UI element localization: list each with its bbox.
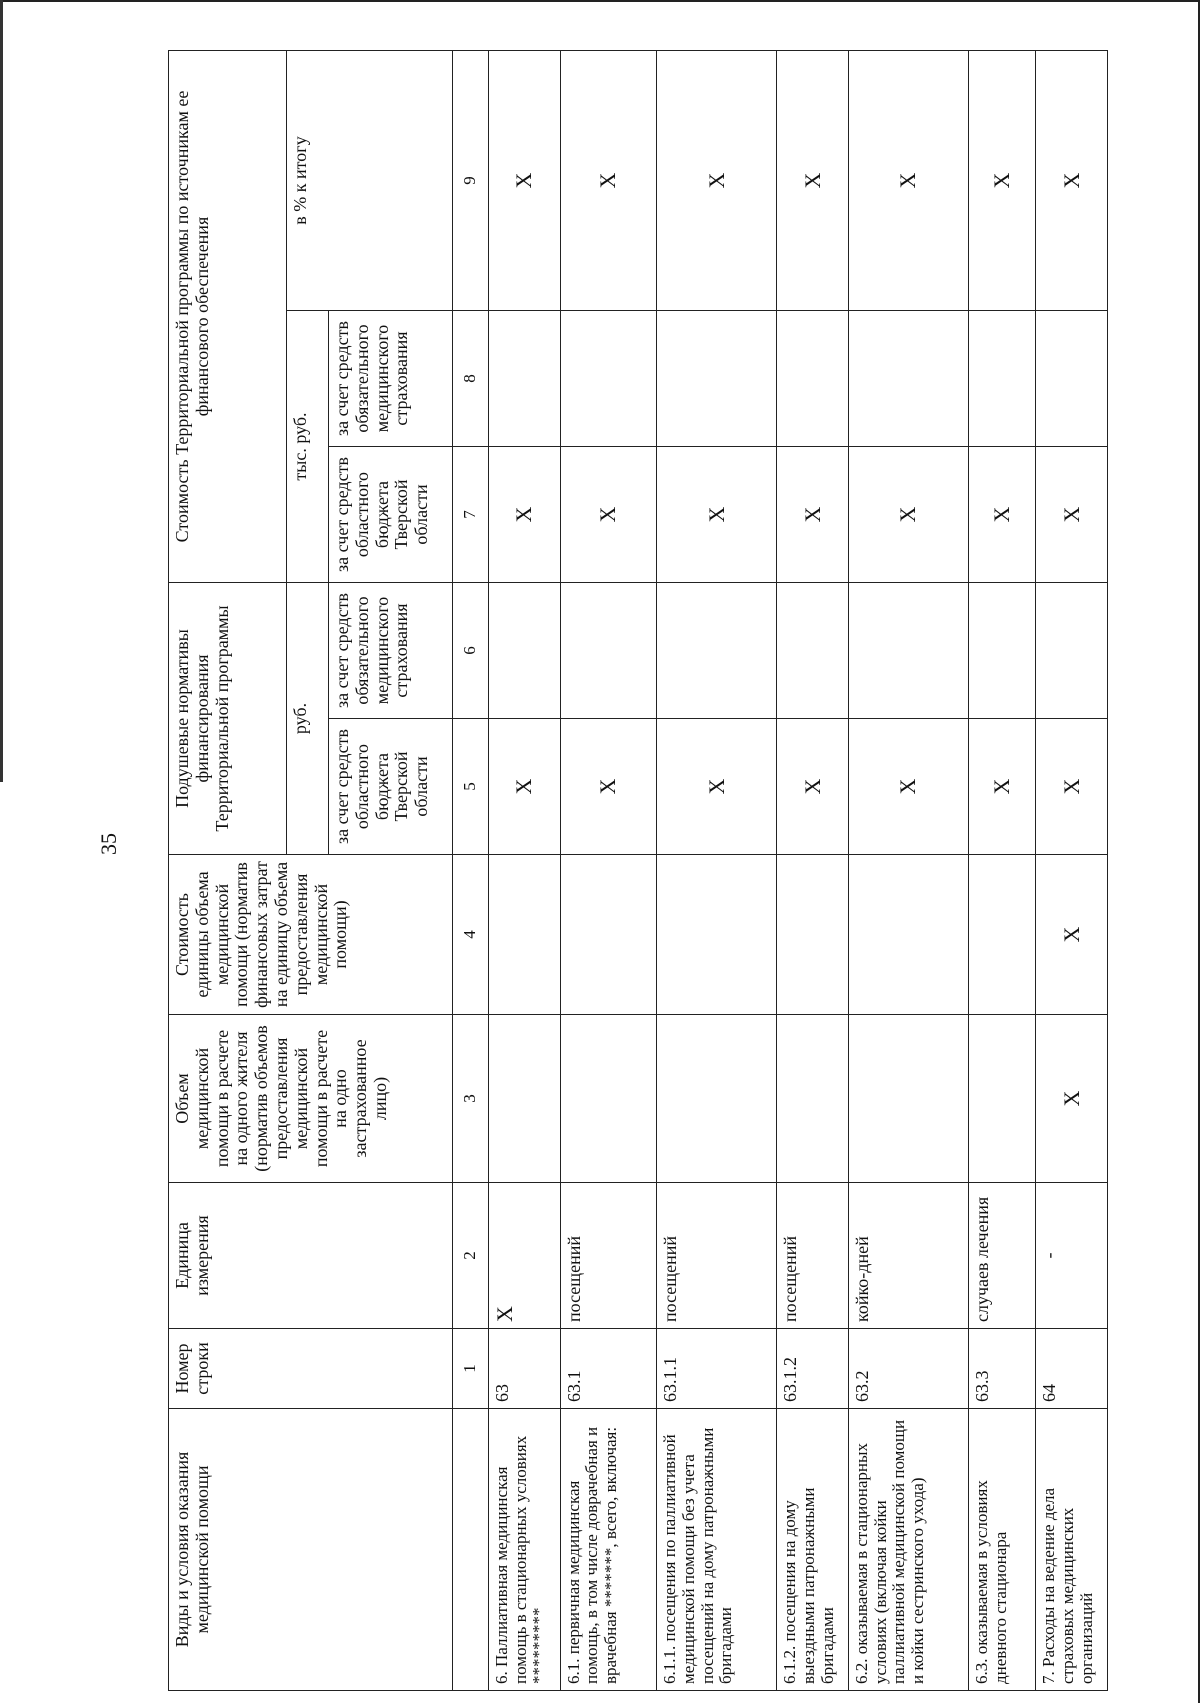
row-unit: койко-дней: [848, 1183, 968, 1329]
row-cost-oms: [1036, 311, 1108, 447]
table-row: [1036, 50, 1108, 1690]
row-unit-cost: [560, 855, 657, 1015]
row-cost-regional: Х: [777, 447, 849, 583]
row-percent: Х: [968, 50, 1035, 310]
row-unit-cost: [968, 855, 1035, 1015]
row-name: 6.1.1. посещения по паллиативной медицинской помощи без учета посещений на дому патронажными бригадами: [657, 1409, 777, 1691]
row-volume: [657, 1015, 777, 1183]
row-code: 63.3: [968, 1329, 1035, 1409]
table-row: [560, 50, 657, 1690]
row-code: 64: [1036, 1329, 1108, 1409]
table-row: [848, 50, 968, 1690]
scan-border-top: [0, 0, 1200, 2]
row-per-capita-regional: Х: [488, 719, 560, 855]
row-per-capita-oms: [968, 583, 1035, 719]
page-number: 35: [96, 833, 121, 855]
row-unit: случаев лечения: [968, 1183, 1035, 1329]
row-unit-cost: [488, 855, 560, 1015]
row-cost-regional: Х: [968, 447, 1035, 583]
scan-mark-left: [0, 0, 3, 782]
row-percent: Х: [1036, 50, 1108, 310]
row-per-capita-oms: [488, 583, 560, 719]
row-per-capita-regional: Х: [777, 719, 849, 855]
row-code: 63.2: [848, 1329, 968, 1409]
row-unit: посещений: [777, 1183, 849, 1329]
row-per-capita-regional: Х: [1036, 719, 1108, 855]
row-per-capita-oms: [560, 583, 657, 719]
row-name: 6.2. оказываемая в стационарных условиях (включая койки паллиативной медицинской помощи и койки сестринского ухода): [848, 1409, 968, 1691]
financing-table: [168, 50, 1108, 1691]
row-percent: Х: [657, 50, 777, 310]
row-name: 6.1. первичная медицинская помощь, в том числе доврачебная и врачебная *******, всего, включая:: [560, 1409, 657, 1691]
row-percent: Х: [488, 50, 560, 310]
row-cost-regional: Х: [560, 447, 657, 583]
row-cost-oms: [848, 311, 968, 447]
row-cost-oms: [488, 311, 560, 447]
row-unit: -: [1036, 1183, 1108, 1329]
row-name: 6.1.2. посещения на дому выездными патронажными бригадами: [777, 1409, 849, 1691]
row-unit-cost: [657, 855, 777, 1015]
row-volume: [488, 1015, 560, 1183]
row-name: 6. Паллиативная медицинская помощь в стационарных условиях *********: [488, 1409, 560, 1691]
column-number: [453, 1409, 489, 1691]
row-code: 63.1.2: [777, 1329, 849, 1409]
column-number: 5: [453, 719, 489, 855]
header-program-cost-unit: тыс. руб.: [286, 311, 328, 583]
row-per-capita-regional: Х: [657, 719, 777, 855]
column-number: 7: [453, 447, 489, 583]
row-volume: [848, 1015, 968, 1183]
header-row-number: Номер строки: [169, 1329, 453, 1409]
row-volume: Х: [1036, 1015, 1108, 1183]
column-number: 6: [453, 583, 489, 719]
header-per-capita-regional: за счет средств областного бюджета Тверской области: [328, 719, 452, 855]
row-code: 63.1.1: [657, 1329, 777, 1409]
row-unit-cost: [848, 855, 968, 1015]
table-row: [968, 50, 1035, 1690]
header-unit-cost: Стоимость единицы объема медицинской помощи (норматив финансовых затрат на единицу объема предоставления медицинской помощи): [169, 855, 453, 1015]
row-unit: посещений: [657, 1183, 777, 1329]
row-cost-regional: Х: [657, 447, 777, 583]
row-per-capita-regional: Х: [968, 719, 1035, 855]
header-per-capita-group: Подушевые нормативы финансирования Территориальной программы: [169, 583, 287, 855]
row-unit: посещений: [560, 1183, 657, 1329]
row-per-capita-oms: [848, 583, 968, 719]
rotated-table-container: [168, 51, 1108, 1691]
row-cost-regional: Х: [848, 447, 968, 583]
row-per-capita-regional: Х: [848, 719, 968, 855]
row-volume: [968, 1015, 1035, 1183]
table-row: [488, 50, 560, 1690]
row-name: 7. Расходы на ведение дела страховых медицинских организаций: [1036, 1409, 1108, 1691]
row-percent: Х: [560, 50, 657, 310]
header-cost-oms: за счет средств обязательного медицинского страхования: [328, 311, 452, 447]
header-percent-of-total: в % к итогу: [286, 50, 452, 310]
header-program-cost-group: Стоимость Территориальной программы по источникам ее финансового обеспечения: [169, 50, 287, 582]
header-per-capita-unit: руб.: [286, 583, 328, 855]
row-cost-regional: Х: [1036, 447, 1108, 583]
row-cost-oms: [777, 311, 849, 447]
row-unit: Х: [488, 1183, 560, 1329]
row-per-capita-oms: [777, 583, 849, 719]
column-number: 9: [453, 50, 489, 310]
row-cost-regional: Х: [488, 447, 560, 583]
row-unit-cost: Х: [1036, 855, 1108, 1015]
table-row: [777, 50, 849, 1690]
row-name: 6.3. оказываемая в условиях дневного стационара: [968, 1409, 1035, 1691]
row-cost-oms: [657, 311, 777, 447]
column-number: 4: [453, 855, 489, 1015]
header-cost-regional: за счет средств областного бюджета Тверской области: [328, 447, 452, 583]
row-percent: Х: [848, 50, 968, 310]
row-code: 63: [488, 1329, 560, 1409]
column-number: 2: [453, 1183, 489, 1329]
row-per-capita-oms: [657, 583, 777, 719]
header-unit: Единица измерения: [169, 1183, 453, 1329]
row-volume: [777, 1015, 849, 1183]
header-volume: Объем медицинской помощи в расчете на одного жителя (норматив объемов предоставления медицинской помощи в расчете на одно застрахованное лицо): [169, 1015, 453, 1183]
header-types: Виды и условия оказания медицинской помощи: [169, 1409, 453, 1691]
column-number: 8: [453, 311, 489, 447]
column-number: 3: [453, 1015, 489, 1183]
table-row: [657, 50, 777, 1690]
row-volume: [560, 1015, 657, 1183]
row-cost-oms: [968, 311, 1035, 447]
row-percent: Х: [777, 50, 849, 310]
row-code: 63.1: [560, 1329, 657, 1409]
row-cost-oms: [560, 311, 657, 447]
row-unit-cost: [777, 855, 849, 1015]
column-number: 1: [453, 1329, 489, 1409]
header-per-capita-oms: за счет средств обязательного медицинского страхования: [328, 583, 452, 719]
row-per-capita-regional: Х: [560, 719, 657, 855]
row-per-capita-oms: [1036, 583, 1108, 719]
